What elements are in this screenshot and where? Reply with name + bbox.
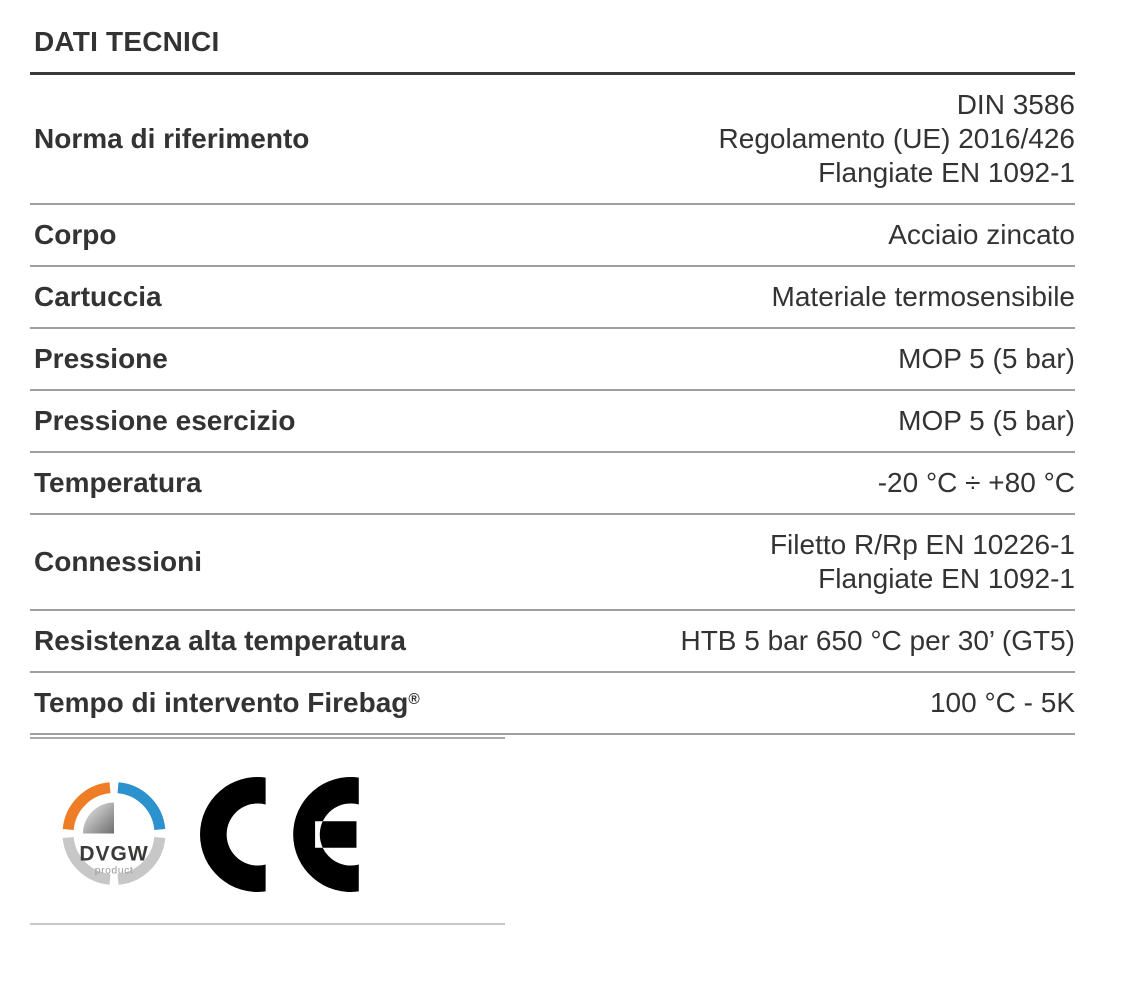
- table-row: [30, 453, 1075, 515]
- ce-mark-graphic: [200, 777, 360, 892]
- dvgw-quarter-pie: [83, 803, 114, 834]
- table-row: [30, 267, 1075, 329]
- page-title: DATI TECNICI: [30, 22, 1075, 75]
- row-label: Tempo di intervento Firebag®: [34, 687, 420, 718]
- row-value-line: Regolamento (UE) 2016/426: [718, 123, 1075, 154]
- row-label: Corpo: [34, 219, 117, 250]
- row-label: Pressione esercizio: [34, 405, 296, 436]
- row-value-line: Acciaio zincato: [888, 219, 1075, 250]
- row-label: Temperatura: [34, 467, 202, 498]
- row-label: Connessioni: [34, 546, 203, 577]
- row-value-line: Materiale termosensibile: [771, 281, 1075, 312]
- row-label: Norma di riferimento: [34, 123, 310, 154]
- table-row: [30, 329, 1075, 391]
- row-value: [162, 280, 1075, 314]
- row-value: [168, 342, 1075, 376]
- row-value: [295, 404, 1075, 438]
- certifications-section: [30, 737, 505, 925]
- row-value-line: Flangiate EN 1092-1: [818, 157, 1075, 188]
- ce-letter-e: [293, 777, 359, 892]
- table-row: [30, 611, 1075, 673]
- dvgw-arc-blue: [118, 788, 160, 830]
- ce-letter-c: [200, 777, 266, 892]
- technical-data-table: [30, 75, 1075, 735]
- datasheet-technical-data: [30, 22, 1075, 925]
- row-value: [202, 466, 1075, 500]
- dvgw-logo-title: DVGW: [79, 842, 149, 866]
- dvgw-product-logo: [62, 777, 166, 895]
- row-value-line: Flangiate EN 1092-1: [818, 563, 1075, 594]
- row-value-line: Filetto R/Rp EN 10226-1: [769, 529, 1075, 560]
- table-row: [30, 515, 1075, 611]
- ce-mark: [200, 777, 360, 897]
- row-value: [309, 88, 1075, 190]
- row-value-line: 100 °C - 5K: [929, 687, 1075, 718]
- table-row: [30, 75, 1075, 205]
- dvgw-logo-graphic: [62, 777, 166, 890]
- table-row: [30, 205, 1075, 267]
- row-value-line: MOP 5 (5 bar): [898, 343, 1075, 374]
- row-label: Pressione: [34, 343, 168, 374]
- row-value-line: DIN 3586: [956, 89, 1075, 120]
- row-value: [202, 528, 1075, 596]
- row-value: [116, 218, 1075, 252]
- table-row: [30, 391, 1075, 453]
- row-label: Resistenza alta temperatura: [34, 625, 406, 656]
- table-row: [30, 673, 1075, 735]
- row-value: [420, 686, 1075, 720]
- row-value-line: MOP 5 (5 bar): [898, 405, 1075, 436]
- row-value-line: HTB 5 bar 650 °C per 30’ (GT5): [680, 625, 1075, 656]
- row-value-line: -20 °C ÷ +80 °C: [877, 467, 1075, 498]
- row-label: Cartuccia: [34, 281, 162, 312]
- row-value: [406, 624, 1075, 658]
- dvgw-logo-subtitle: product: [94, 864, 134, 877]
